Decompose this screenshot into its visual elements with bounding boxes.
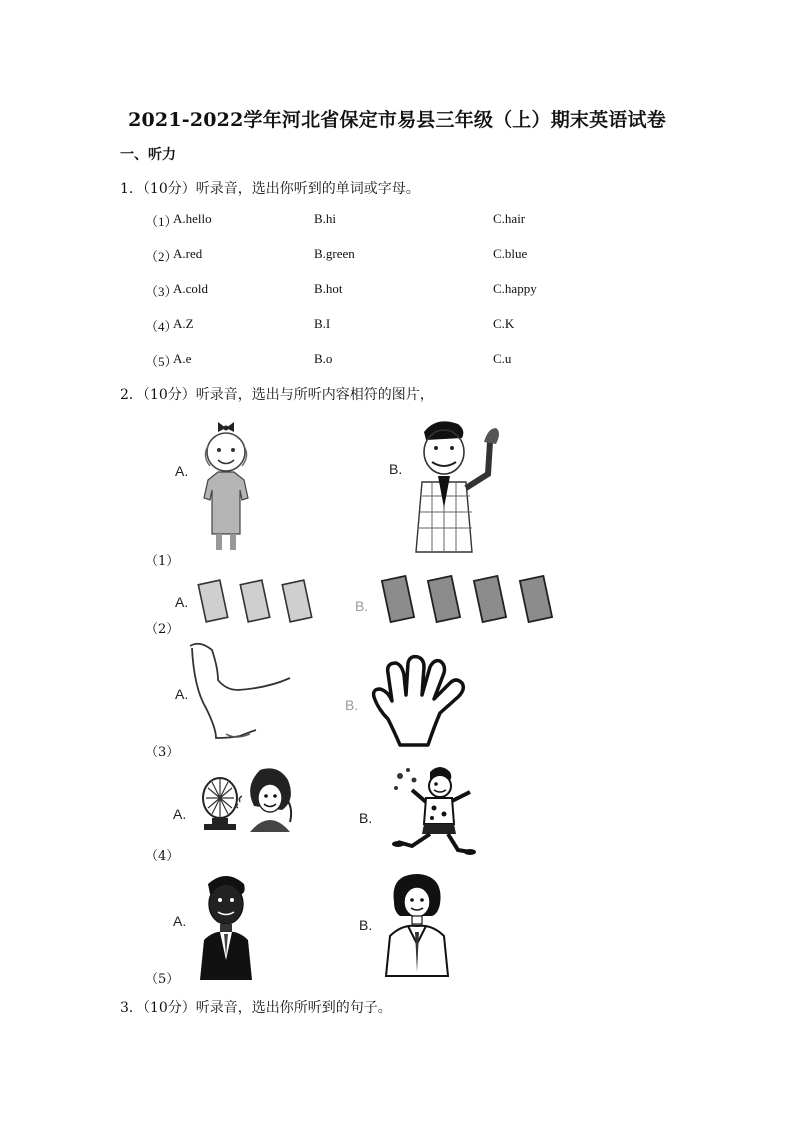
q1-option-b: B.hot: [314, 281, 343, 296]
foot-picture: [184, 638, 296, 744]
three-cards-picture: [196, 576, 326, 628]
q1-option-c: C.blue: [493, 246, 528, 261]
q1-option-b: B.I: [314, 316, 331, 331]
page-title: 2021-2022学年河北省保定市易县三年级（上）期末英语试卷: [128, 109, 666, 131]
q1-option-b: B.o: [314, 351, 333, 366]
boy-waving-picture: [412, 412, 508, 554]
q1-option-b: B.hi: [314, 211, 337, 226]
q1-item-number: （5）: [145, 354, 178, 369]
question-2-text: 2．（10分）听录音，选出与所听内容相符的图片，: [120, 387, 434, 403]
q1-option-a: A.e: [173, 351, 192, 366]
q2-4-number: （4）: [145, 849, 180, 864]
q1-item-number: （1）: [145, 214, 178, 229]
q1-option-b: B.green: [314, 246, 355, 261]
man-picture: [196, 870, 256, 980]
q1-item-number: （2）: [145, 249, 178, 264]
q1-option-a: A.cold: [173, 281, 209, 296]
q2-5-label-a: A.: [173, 913, 187, 929]
running-boy-picture: [390, 762, 482, 858]
girl-picture: [196, 416, 256, 552]
hand-glove-picture: [370, 653, 468, 751]
section-heading-listening: 一、听力: [120, 147, 176, 163]
q2-3-label-b: B.: [345, 697, 359, 713]
q2-1-number: （1）: [145, 554, 180, 569]
fan-and-girl-picture: [200, 766, 300, 836]
q2-4-label-b: B.: [359, 810, 373, 826]
q1-option-c: C.u: [493, 351, 512, 366]
q1-option-a: A.hello: [173, 211, 212, 226]
q2-2-number: （2）: [145, 622, 180, 637]
woman-picture: [380, 872, 454, 978]
q2-2-label-a: A.: [175, 594, 189, 610]
q2-1-label-b: B.: [389, 461, 403, 477]
question-3-text: 3．（10分）听录音，选出你所听到的句子。: [120, 1000, 392, 1016]
q1-option-c: C.hair: [493, 211, 526, 226]
q2-5-number: （5）: [145, 972, 180, 987]
q2-3-label-a: A.: [175, 686, 189, 702]
q1-option-a: A.red: [173, 246, 203, 261]
q2-1-label-a: A.: [175, 463, 189, 479]
q2-4-label-a: A.: [173, 806, 187, 822]
question-1-text: 1．（10分）听录音，选出你听到的单词或字母。: [120, 181, 420, 197]
q1-option-c: C.happy: [493, 281, 537, 296]
q1-item-number: （3）: [145, 284, 178, 299]
q2-5-label-b: B.: [359, 917, 373, 933]
q2-2-label-b: B.: [355, 598, 369, 614]
q1-option-c: C.K: [493, 316, 515, 331]
q2-3-number: （3）: [145, 745, 180, 760]
q1-item-number: （4）: [145, 319, 178, 334]
four-cards-picture: [378, 572, 564, 630]
q1-option-a: A.Z: [173, 316, 194, 331]
